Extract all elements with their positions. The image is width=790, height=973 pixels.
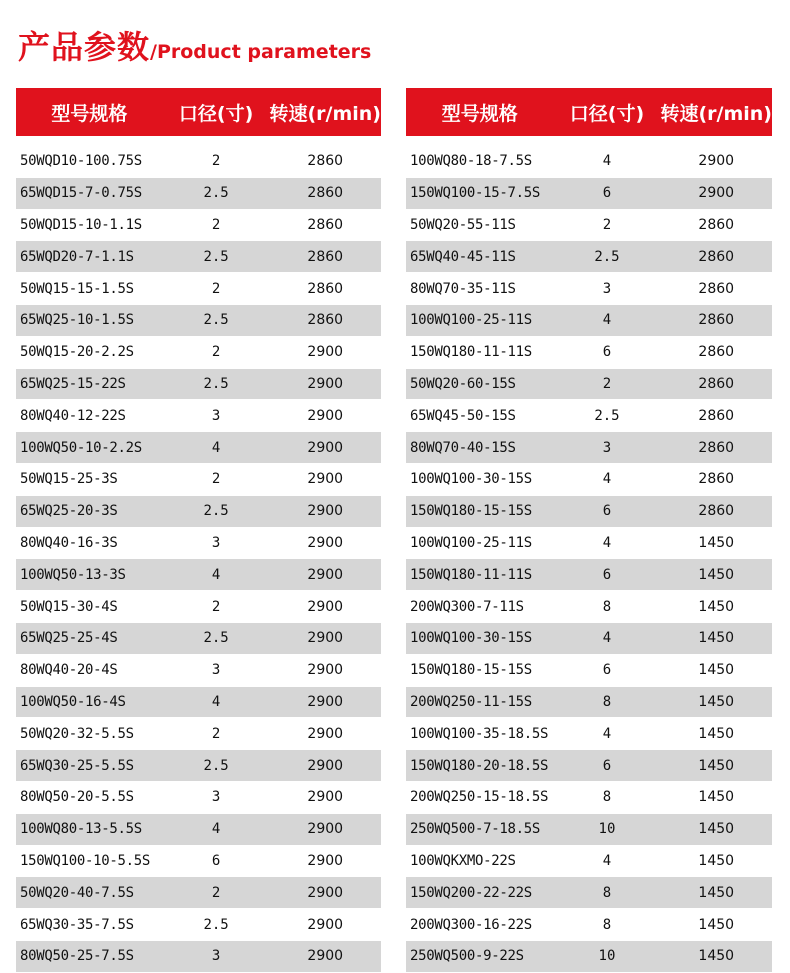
table-row [406,305,772,337]
model-cell: 100WQ80-18-7.5S [406,146,554,178]
bore-cell: 3 [163,400,270,432]
speed-cell: 2860 [660,305,772,337]
bore-cell: 2.5 [554,400,661,432]
speed-cell: 2900 [660,146,772,178]
bore-cell: 8 [554,909,661,941]
header-model: 型号规格 [16,88,163,136]
bore-cell: 4 [554,718,661,750]
model-cell: 65WQD20-7-1.1S [16,241,163,273]
bore-cell: 2.5 [163,623,270,655]
bore-cell: 2 [163,718,270,750]
table-row [406,178,772,210]
model-cell: 100WQ100-30-15S [406,464,554,496]
bore-cell: 3 [554,273,661,305]
model-cell: 50WQ20-40-7.5S [16,877,163,909]
model-cell: 50WQD15-10-1.1S [16,210,163,242]
header-model: 型号规格 [406,88,554,136]
bore-cell: 10 [554,941,661,973]
bore-cell: 2 [163,146,270,178]
bore-cell: 6 [554,496,661,528]
speed-cell: 2860 [269,178,381,210]
header-row [406,88,772,136]
model-cell: 80WQ70-35-11S [406,273,554,305]
speed-cell: 2900 [269,814,381,846]
table-row [16,464,381,496]
speed-cell: 2900 [269,750,381,782]
speed-cell: 2860 [269,241,381,273]
speed-cell: 2860 [660,337,772,369]
bore-cell: 2 [163,210,270,242]
model-cell: 50WQ20-32-5.5S [16,718,163,750]
bore-cell: 4 [554,146,661,178]
speed-cell: 2860 [660,210,772,242]
table-row [406,432,772,464]
model-cell: 100WQ80-13-5.5S [16,814,163,846]
model-cell: 100WQ50-10-2.2S [16,432,163,464]
header-row [16,88,381,136]
speed-cell: 2860 [269,305,381,337]
speed-cell: 2860 [660,432,772,464]
model-cell: 150WQ180-15-15S [406,655,554,687]
speed-cell: 2900 [269,559,381,591]
speed-cell: 1450 [660,655,772,687]
model-cell: 50WQ20-60-15S [406,369,554,401]
speed-cell: 1450 [660,591,772,623]
speed-cell: 2900 [269,782,381,814]
model-cell: 250WQ500-9-22S [406,941,554,973]
speed-cell: 1450 [660,687,772,719]
speed-cell: 1450 [660,941,772,973]
table-row [406,528,772,560]
bore-cell: 8 [554,877,661,909]
table-body-left [16,136,381,973]
table-row [16,687,381,719]
table-row [406,273,772,305]
model-cell: 65WQ25-10-1.5S [16,305,163,337]
bore-cell: 2 [163,464,270,496]
header-bore: 口径(寸) [554,88,661,136]
table-row [16,814,381,846]
speed-cell: 2900 [269,591,381,623]
speed-cell: 2900 [269,369,381,401]
speed-cell: 1450 [660,750,772,782]
speed-cell: 1450 [660,528,772,560]
model-cell: 150WQ100-15-7.5S [406,178,554,210]
speed-cell: 2860 [660,369,772,401]
table-row [406,623,772,655]
table-row [16,591,381,623]
model-cell: 150WQ180-11-11S [406,337,554,369]
model-cell: 150WQ200-22-22S [406,877,554,909]
model-cell: 80WQ40-20-4S [16,655,163,687]
table-row [16,782,381,814]
table-row [406,464,772,496]
bore-cell: 2.5 [163,369,270,401]
bore-cell: 3 [163,941,270,973]
model-cell: 200WQ300-16-22S [406,909,554,941]
table-row [406,655,772,687]
speed-cell: 2900 [660,178,772,210]
table-row [16,496,381,528]
speed-cell: 2900 [269,687,381,719]
speed-cell: 1450 [660,877,772,909]
speed-cell: 2900 [269,496,381,528]
model-cell: 100WQ100-25-11S [406,305,554,337]
table-row [16,210,381,242]
table-row [16,178,381,210]
table-body-right [406,136,772,973]
model-cell: 65WQ25-25-4S [16,623,163,655]
bore-cell: 2.5 [163,178,270,210]
table-row [406,210,772,242]
table-row [16,305,381,337]
bore-cell: 6 [163,846,270,878]
bore-cell: 10 [554,814,661,846]
params-table-right [406,88,772,973]
speed-cell: 1450 [660,814,772,846]
speed-cell: 2860 [269,146,381,178]
heading-chinese: 产品参数 [18,28,151,66]
bore-cell: 2 [163,591,270,623]
speed-cell: 2860 [660,400,772,432]
table-row [16,400,381,432]
model-cell: 100WQ100-30-15S [406,623,554,655]
bore-cell: 3 [163,782,270,814]
table-row [406,337,772,369]
table-row [406,241,772,273]
table-row [406,718,772,750]
bore-cell: 6 [554,750,661,782]
model-cell: 150WQ180-15-15S [406,496,554,528]
speed-cell: 1450 [660,559,772,591]
model-cell: 80WQ40-12-22S [16,400,163,432]
speed-cell: 1450 [660,782,772,814]
speed-cell: 2900 [269,528,381,560]
model-cell: 80WQ70-40-15S [406,432,554,464]
table-row [406,814,772,846]
model-cell: 50WQ15-20-2.2S [16,337,163,369]
speed-cell: 2860 [660,273,772,305]
speed-cell: 2860 [660,496,772,528]
model-cell: 100WQ50-16-4S [16,687,163,719]
bore-cell: 4 [554,846,661,878]
speed-cell: 2860 [269,210,381,242]
table-row [406,146,772,178]
table-row [406,941,772,973]
model-cell: 50WQ15-15-1.5S [16,273,163,305]
speed-cell: 1450 [660,846,772,878]
bore-cell: 3 [163,528,270,560]
model-cell: 65WQ25-20-3S [16,496,163,528]
speed-cell: 2900 [269,337,381,369]
bore-cell: 6 [554,559,661,591]
model-cell: 100WQ50-13-3S [16,559,163,591]
model-cell: 200WQ300-7-11S [406,591,554,623]
model-cell: 150WQ180-20-18.5S [406,750,554,782]
table-row [16,273,381,305]
speed-cell: 2900 [269,846,381,878]
table-row [16,718,381,750]
model-cell: 65WQ30-25-5.5S [16,750,163,782]
table-row [406,496,772,528]
speed-cell: 1450 [660,623,772,655]
speed-cell: 2900 [269,718,381,750]
bore-cell: 2 [554,210,661,242]
table-row [16,846,381,878]
header-gap [406,136,772,146]
model-cell: 250WQ500-7-18.5S [406,814,554,846]
header-speed: 转速(r/min) [269,88,381,136]
model-cell: 200WQ250-15-18.5S [406,782,554,814]
model-cell: 65WQ25-15-22S [16,369,163,401]
model-cell: 50WQD10-100.75S [16,146,163,178]
bore-cell: 6 [554,655,661,687]
bore-cell: 4 [163,814,270,846]
table-row [16,941,381,973]
table-row [16,369,381,401]
bore-cell: 2.5 [163,305,270,337]
speed-cell: 1450 [660,909,772,941]
header-gap [16,136,381,146]
bore-cell: 8 [554,782,661,814]
bore-cell: 4 [554,528,661,560]
bore-cell: 4 [554,305,661,337]
model-cell: 200WQ250-11-15S [406,687,554,719]
bore-cell: 2.5 [163,750,270,782]
speed-cell: 2900 [269,432,381,464]
params-table-left [16,88,381,973]
table-row [406,750,772,782]
table-row [406,782,772,814]
bore-cell: 4 [163,559,270,591]
model-cell: 50WQ15-25-3S [16,464,163,496]
bore-cell: 8 [554,591,661,623]
table-row [406,877,772,909]
model-cell: 65WQ30-35-7.5S [16,909,163,941]
bore-cell: 2 [554,369,661,401]
speed-cell: 2860 [660,464,772,496]
bore-cell: 2 [163,337,270,369]
table-row [16,623,381,655]
bore-cell: 4 [163,687,270,719]
model-cell: 100WQ100-35-18.5S [406,718,554,750]
model-cell: 65WQ45-50-15S [406,400,554,432]
speed-cell: 2900 [269,464,381,496]
model-cell: 65WQ40-45-11S [406,241,554,273]
bore-cell: 3 [163,655,270,687]
table-row [16,241,381,273]
page-heading [18,22,371,68]
speed-cell: 2900 [269,909,381,941]
model-cell: 80WQ50-25-7.5S [16,941,163,973]
bore-cell: 2.5 [163,909,270,941]
speed-cell: 2900 [269,623,381,655]
table-row [406,591,772,623]
table-row [406,369,772,401]
speed-cell: 2900 [269,400,381,432]
table-row [406,909,772,941]
speed-cell: 2860 [660,241,772,273]
table-row [406,400,772,432]
bore-cell: 6 [554,337,661,369]
bore-cell: 4 [554,464,661,496]
model-cell: 80WQ50-20-5.5S [16,782,163,814]
model-cell: 150WQ180-11-11S [406,559,554,591]
bore-cell: 3 [554,432,661,464]
bore-cell: 2 [163,273,270,305]
model-cell: 100WQKXMO-22S [406,846,554,878]
model-cell: 50WQ15-30-4S [16,591,163,623]
bore-cell: 4 [163,432,270,464]
header-speed: 转速(r/min) [660,88,772,136]
speed-cell: 2900 [269,877,381,909]
bore-cell: 8 [554,687,661,719]
model-cell: 80WQ40-16-3S [16,528,163,560]
table-row [16,877,381,909]
bore-cell: 2.5 [163,496,270,528]
model-cell: 150WQ100-10-5.5S [16,846,163,878]
table-row [16,146,381,178]
table-row [16,750,381,782]
table-row [406,846,772,878]
table-row [16,432,381,464]
speed-cell: 2900 [269,941,381,973]
heading-english: /Product parameters [150,41,372,63]
table-row [16,528,381,560]
model-cell: 65WQD15-7-0.75S [16,178,163,210]
bore-cell: 2 [163,877,270,909]
table-row [16,655,381,687]
table-row [16,559,381,591]
speed-cell: 2860 [269,273,381,305]
speed-cell: 1450 [660,718,772,750]
table-row [406,687,772,719]
bore-cell: 6 [554,178,661,210]
bore-cell: 4 [554,623,661,655]
table-row [16,909,381,941]
model-cell: 50WQ20-55-11S [406,210,554,242]
model-cell: 100WQ100-25-11S [406,528,554,560]
bore-cell: 2.5 [554,241,661,273]
table-row [406,559,772,591]
speed-cell: 2900 [269,655,381,687]
header-bore: 口径(寸) [163,88,270,136]
bore-cell: 2.5 [163,241,270,273]
table-row [16,337,381,369]
